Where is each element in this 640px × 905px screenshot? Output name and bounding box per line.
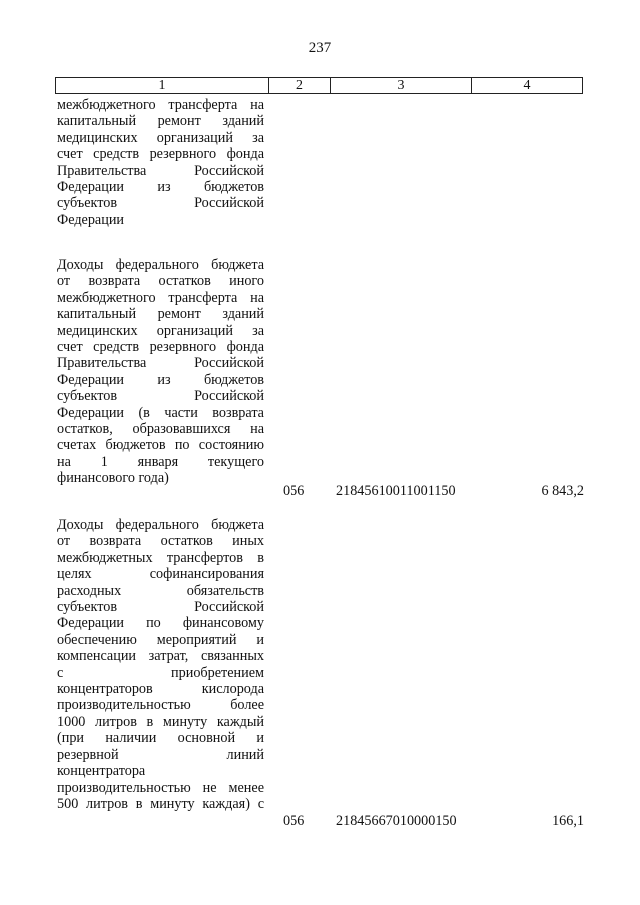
text-line: субъектов Российской	[57, 195, 264, 212]
column-header-1: 1	[56, 78, 269, 93]
text-line: счет средств резервного фонда	[57, 146, 264, 163]
text-line: межбюджетного трансферта на	[57, 97, 264, 113]
text-line: производительностью более	[57, 697, 264, 714]
text-line: на 1 января текущего	[57, 453, 264, 470]
row-2-amount: 6 843,2	[541, 483, 584, 499]
text-line: медицинских организаций за	[57, 322, 264, 339]
row-1-description	[57, 97, 264, 228]
text-line: компенсации затрат, связанных	[57, 648, 264, 665]
text-line: резервной линий	[57, 746, 264, 763]
text-line: капитальный ремонт зданий	[57, 306, 264, 323]
row-2-kbk: 21845610011001150	[336, 483, 456, 499]
text-line: Федерации	[57, 211, 125, 228]
row-3-amount: 166,1	[552, 813, 584, 829]
text-line: Доходы федерального бюджета	[57, 517, 264, 533]
text-line: Федерации из бюджетов	[57, 371, 264, 388]
text-line: счет средств резервного фонда	[57, 339, 264, 356]
text-line: Федерации (в части возврата	[57, 404, 264, 421]
text-line: межбюджетных трансфертов в	[57, 549, 264, 566]
row-2-code: 056	[283, 483, 305, 499]
text-line: концентраторов кислорода	[57, 681, 264, 698]
row-2-description	[57, 257, 264, 487]
text-line: целях софинансирования	[57, 566, 264, 583]
row-3-kbk: 21845667010000150	[336, 813, 457, 829]
column-header-3: 3	[331, 78, 472, 93]
text-line: Федерации по финансовому	[57, 615, 264, 632]
text-line: счетах бюджетов по состоянию	[57, 437, 264, 454]
text-line: межбюджетного трансферта на	[57, 289, 264, 306]
text-line: от возврата остатков иных	[57, 533, 264, 550]
text-line: (при наличии основной и	[57, 730, 264, 747]
text-line: субъектов Российской	[57, 388, 264, 405]
text-line: финансового года)	[57, 470, 169, 487]
text-line: Доходы федерального бюджета	[57, 257, 264, 273]
text-line: Федерации из бюджетов	[57, 179, 264, 196]
text-line: медицинских организаций за	[57, 129, 264, 146]
text-line: 1000 литров в минуту каждый	[57, 713, 264, 730]
text-line: Правительства Российской	[57, 355, 264, 372]
text-line: концентратора	[57, 763, 146, 780]
text-line: от возврата остатков иного	[57, 273, 264, 290]
text-line: производительностью не менее	[57, 779, 264, 796]
row-3-description	[57, 517, 264, 812]
text-line: с приобретением	[57, 664, 264, 681]
text-line: капитальный ремонт зданий	[57, 113, 264, 130]
text-line: обеспечению мероприятий и	[57, 631, 264, 648]
page-number: 237	[308, 40, 332, 56]
column-header-4: 4	[523, 78, 531, 93]
text-line: субъектов Российской	[57, 599, 264, 616]
row-3-code: 056	[283, 813, 305, 829]
column-header-2: 2	[269, 78, 331, 93]
text-line: остатков, образовавшихся на	[57, 421, 264, 438]
text-line: 500 литров в минуту каждая) с	[57, 795, 264, 812]
table-header	[55, 77, 583, 94]
text-line: Правительства Российской	[57, 162, 264, 179]
text-line: расходных обязательств	[57, 582, 264, 599]
